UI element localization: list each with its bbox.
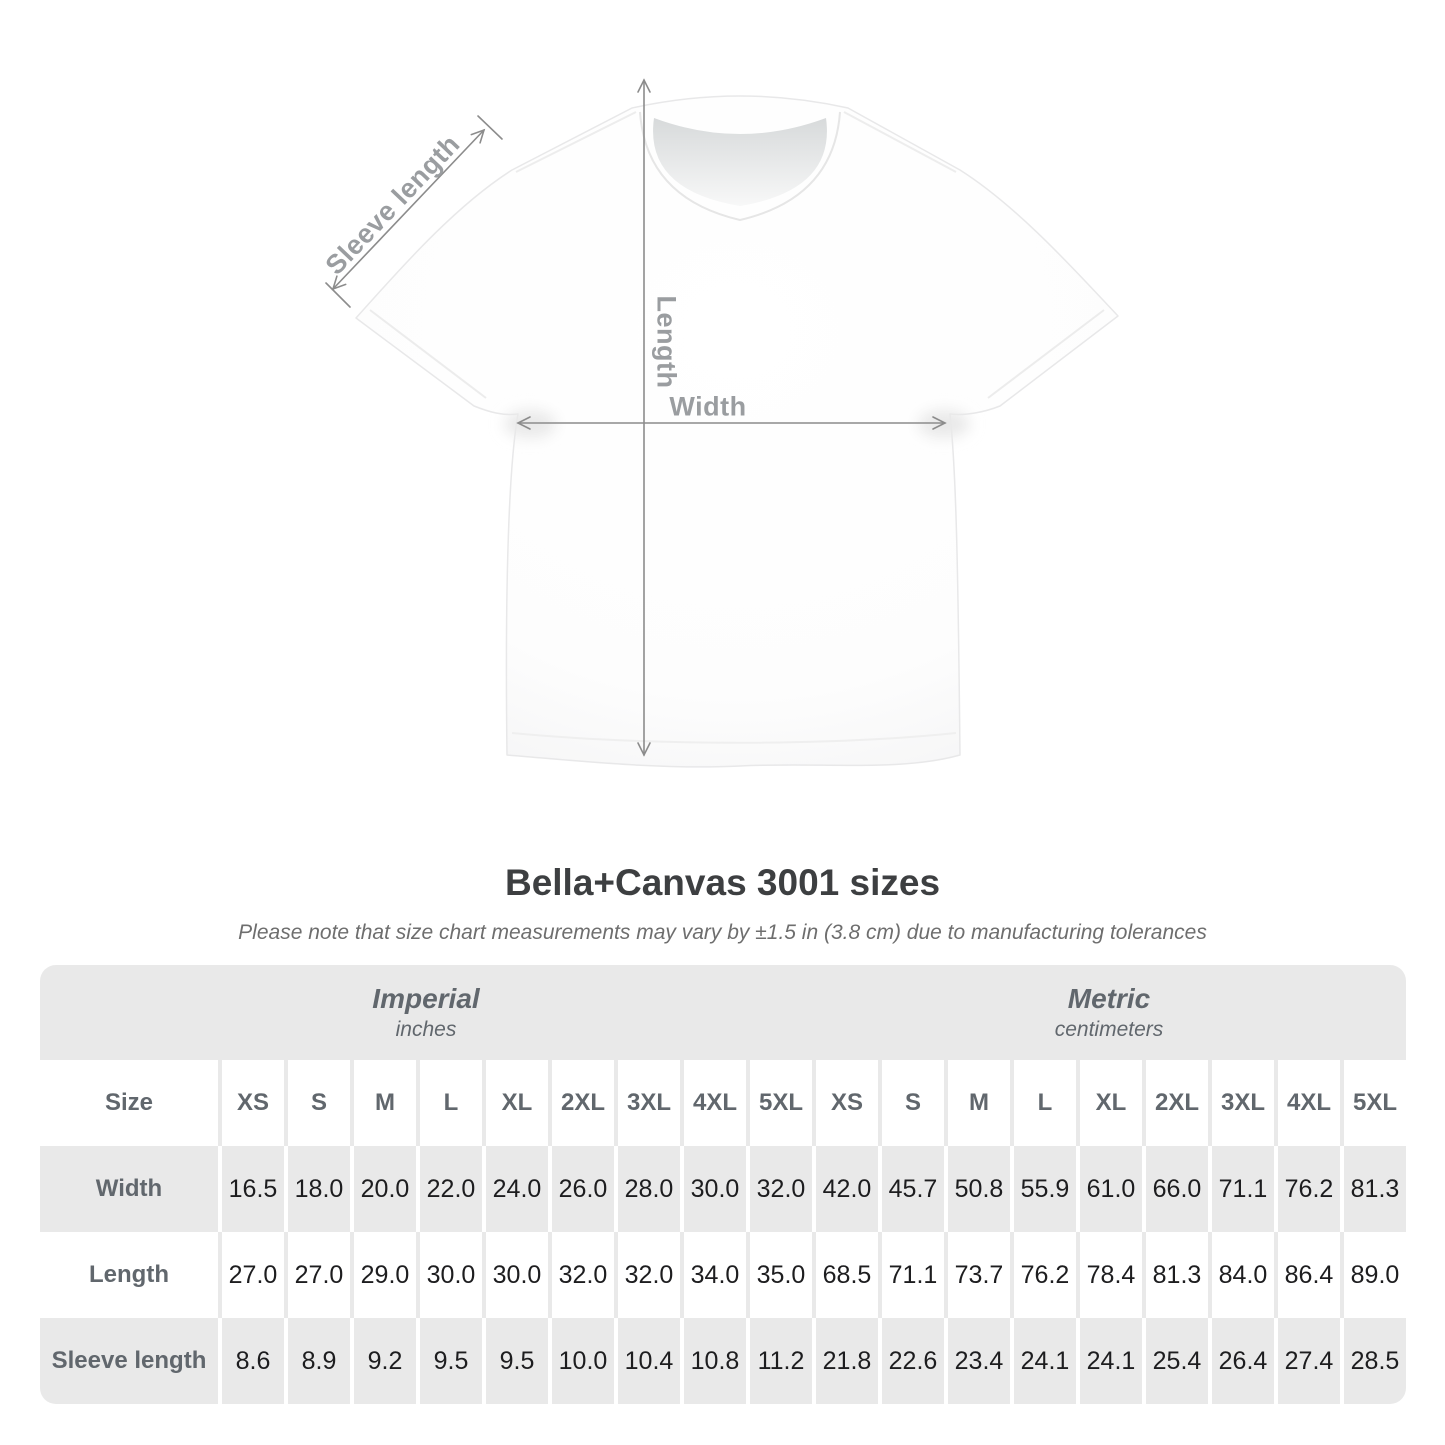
measurement-row-label: Width (40, 1146, 218, 1232)
measurement-value-imperial: 10.0 (548, 1318, 614, 1404)
size-row-label: Size (40, 1060, 218, 1146)
measurement-value-imperial: 9.5 (482, 1318, 548, 1404)
measurement-value-metric: 76.2 (1274, 1146, 1340, 1232)
measurement-value-metric: 61.0 (1076, 1146, 1142, 1232)
measurement-value-imperial: 27.0 (218, 1232, 284, 1318)
measurement-value-metric: 86.4 (1274, 1232, 1340, 1318)
measurement-row-width (40, 1146, 1406, 1232)
size-col-header: XS (218, 1060, 284, 1146)
unit-group-name: Metric (1067, 982, 1151, 1014)
width-label: Width (669, 391, 747, 422)
measurement-value-metric: 89.0 (1340, 1232, 1406, 1318)
measurement-value-metric: 84.0 (1208, 1232, 1274, 1318)
size-col-header: 3XL (1208, 1060, 1274, 1146)
measurement-value-imperial: 32.0 (614, 1232, 680, 1318)
size-chart-table (40, 965, 1406, 1404)
measurement-value-metric: 71.1 (1208, 1146, 1274, 1232)
underarm-shadow-left (504, 410, 556, 438)
size-col-header: 5XL (746, 1060, 812, 1146)
measurement-value-imperial: 10.8 (680, 1318, 746, 1404)
measurement-value-metric: 50.8 (944, 1146, 1010, 1232)
size-col-header: XL (1076, 1060, 1142, 1146)
measurement-value-imperial: 28.0 (614, 1146, 680, 1232)
measurement-value-metric: 21.8 (812, 1318, 878, 1404)
measurement-value-metric: 68.5 (812, 1232, 878, 1318)
measurement-value-metric: 42.0 (812, 1146, 878, 1232)
measurement-value-metric: 81.3 (1142, 1232, 1208, 1318)
measurement-value-metric: 73.7 (944, 1232, 1010, 1318)
size-col-header: XS (812, 1060, 878, 1146)
measurement-value-imperial: 26.0 (548, 1146, 614, 1232)
measurement-row-label: Length (40, 1232, 218, 1318)
measurement-value-imperial: 34.0 (680, 1232, 746, 1318)
measurement-value-imperial: 29.0 (350, 1232, 416, 1318)
size-col-header: S (284, 1060, 350, 1146)
unit-group-imperial (40, 965, 812, 1060)
measurement-value-imperial: 30.0 (482, 1232, 548, 1318)
measurement-value-metric: 45.7 (878, 1146, 944, 1232)
measurement-value-imperial: 20.0 (350, 1146, 416, 1232)
measurement-value-imperial: 30.0 (680, 1146, 746, 1232)
measurement-value-imperial: 22.0 (416, 1146, 482, 1232)
size-col-header: 2XL (548, 1060, 614, 1146)
tolerance-note: Please note that size chart measurements may vary by ±1.5 in (3.8 cm) due to manufacturing tolerances (238, 921, 1207, 944)
unit-group-unit: centimeters (1054, 1018, 1164, 1042)
unit-group-name: Imperial (372, 982, 480, 1014)
measurement-row-length (40, 1232, 1406, 1318)
size-col-header: 2XL (1142, 1060, 1208, 1146)
measurement-value-metric: 24.1 (1010, 1318, 1076, 1404)
measurement-value-imperial: 9.2 (350, 1318, 416, 1404)
measurement-value-imperial: 27.0 (284, 1232, 350, 1318)
measurement-value-imperial: 16.5 (218, 1146, 284, 1232)
measurement-value-metric: 71.1 (878, 1232, 944, 1318)
measurement-value-imperial: 8.6 (218, 1318, 284, 1404)
size-col-header: 4XL (680, 1060, 746, 1146)
measurement-value-metric: 81.3 (1340, 1146, 1406, 1232)
size-col-header: L (1010, 1060, 1076, 1146)
measurement-value-imperial: 11.2 (746, 1318, 812, 1404)
unit-header-row (40, 965, 1406, 1060)
measurement-value-imperial: 30.0 (416, 1232, 482, 1318)
measurement-value-imperial: 35.0 (746, 1232, 812, 1318)
measurement-value-imperial: 18.0 (284, 1146, 350, 1232)
length-label: Length (651, 295, 682, 389)
unit-group-unit: inches (395, 1018, 457, 1042)
size-col-header: S (878, 1060, 944, 1146)
sleeve-length-label: Sleeve length (319, 128, 466, 281)
size-col-header: M (350, 1060, 416, 1146)
size-col-header: 5XL (1340, 1060, 1406, 1146)
measurement-value-metric: 66.0 (1142, 1146, 1208, 1232)
size-col-header: 3XL (614, 1060, 680, 1146)
size-col-header: XL (482, 1060, 548, 1146)
size-col-header: L (416, 1060, 482, 1146)
measurement-value-metric: 24.1 (1076, 1318, 1142, 1404)
measurement-value-metric: 28.5 (1340, 1318, 1406, 1404)
measurement-value-imperial: 32.0 (746, 1146, 812, 1232)
measurement-row-sleeve-length (40, 1318, 1406, 1404)
tshirt-silhouette (356, 96, 1118, 767)
measurement-value-imperial: 9.5 (416, 1318, 482, 1404)
measurement-value-imperial: 10.4 (614, 1318, 680, 1404)
unit-group-metric (812, 965, 1406, 1060)
measurement-value-metric: 55.9 (1010, 1146, 1076, 1232)
size-col-header: 4XL (1274, 1060, 1340, 1146)
measurement-row-label: Sleeve length (40, 1318, 218, 1404)
measurement-value-metric: 78.4 (1076, 1232, 1142, 1318)
size-header-row (40, 1060, 1406, 1146)
measurement-value-imperial: 32.0 (548, 1232, 614, 1318)
page-title: Bella+Canvas 3001 sizes (504, 862, 941, 903)
measurement-value-metric: 23.4 (944, 1318, 1010, 1404)
table-body (40, 1060, 1406, 1404)
measurement-value-metric: 27.4 (1274, 1318, 1340, 1404)
measurement-value-metric: 26.4 (1208, 1318, 1274, 1404)
measurement-value-imperial: 8.9 (284, 1318, 350, 1404)
measurement-value-metric: 22.6 (878, 1318, 944, 1404)
measurement-value-metric: 76.2 (1010, 1232, 1076, 1318)
size-col-header: M (944, 1060, 1010, 1146)
measurement-value-imperial: 24.0 (482, 1146, 548, 1232)
measurement-value-metric: 25.4 (1142, 1318, 1208, 1404)
